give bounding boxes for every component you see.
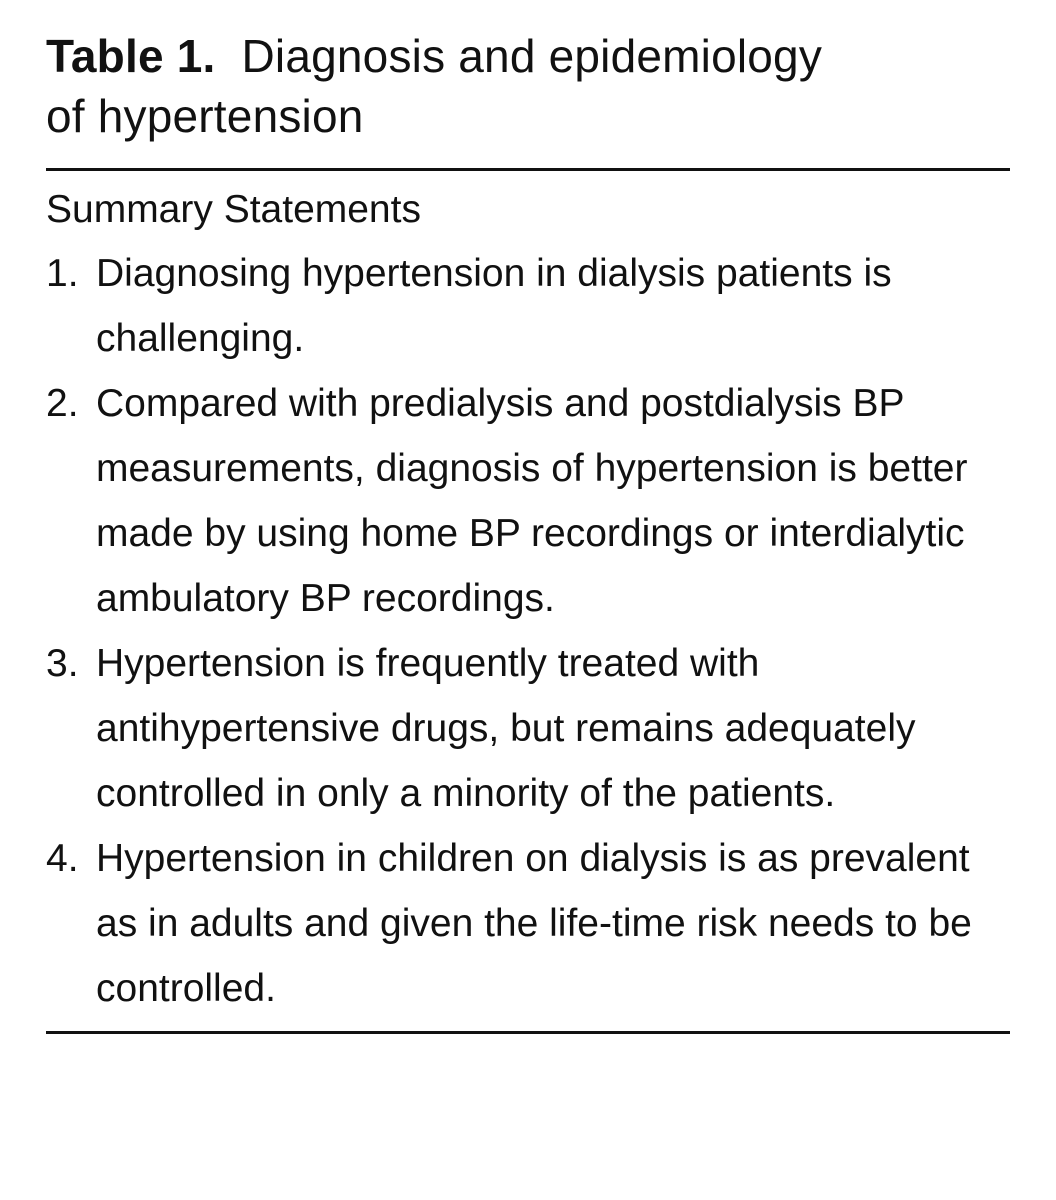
statement-number: 3. — [46, 642, 79, 685]
statement-text: Hypertension is frequently treated with antihypertensive drugs, but remains adequately controlled in only a minority of the patients. — [96, 642, 916, 815]
statement-text: Hypertension in children on dialysis is as prevalent as in adults and given the life-time risk needs to be controlled. — [96, 837, 972, 1010]
statement-item-2 — [46, 371, 1010, 631]
bottom-rule — [46, 1031, 1010, 1034]
summary-statements-list — [46, 241, 1010, 1021]
table-label: Table 1. — [46, 30, 216, 82]
table-title-line2: of hypertension — [46, 90, 364, 142]
statement-text: Diagnosing hypertension in dialysis patients is challenging. — [96, 252, 892, 360]
statement-text: Compared with predialysis and postdialysis BP measurements, diagnosis of hypertension is better made by using home BP recordings or interdialytic ambulatory BP recordings. — [96, 382, 968, 620]
table-title — [46, 26, 1010, 146]
statement-item-3 — [46, 631, 1010, 826]
statement-number: 1. — [46, 252, 79, 295]
statement-number: 4. — [46, 837, 79, 880]
table-title-line1: Diagnosis and epidemiology — [241, 30, 823, 82]
statement-item-1 — [46, 241, 1010, 371]
table-block — [46, 26, 1010, 1034]
top-rule — [46, 168, 1010, 171]
statement-number: 2. — [46, 382, 79, 425]
section-heading: Summary Statements — [46, 188, 421, 231]
statement-item-4 — [46, 826, 1010, 1021]
